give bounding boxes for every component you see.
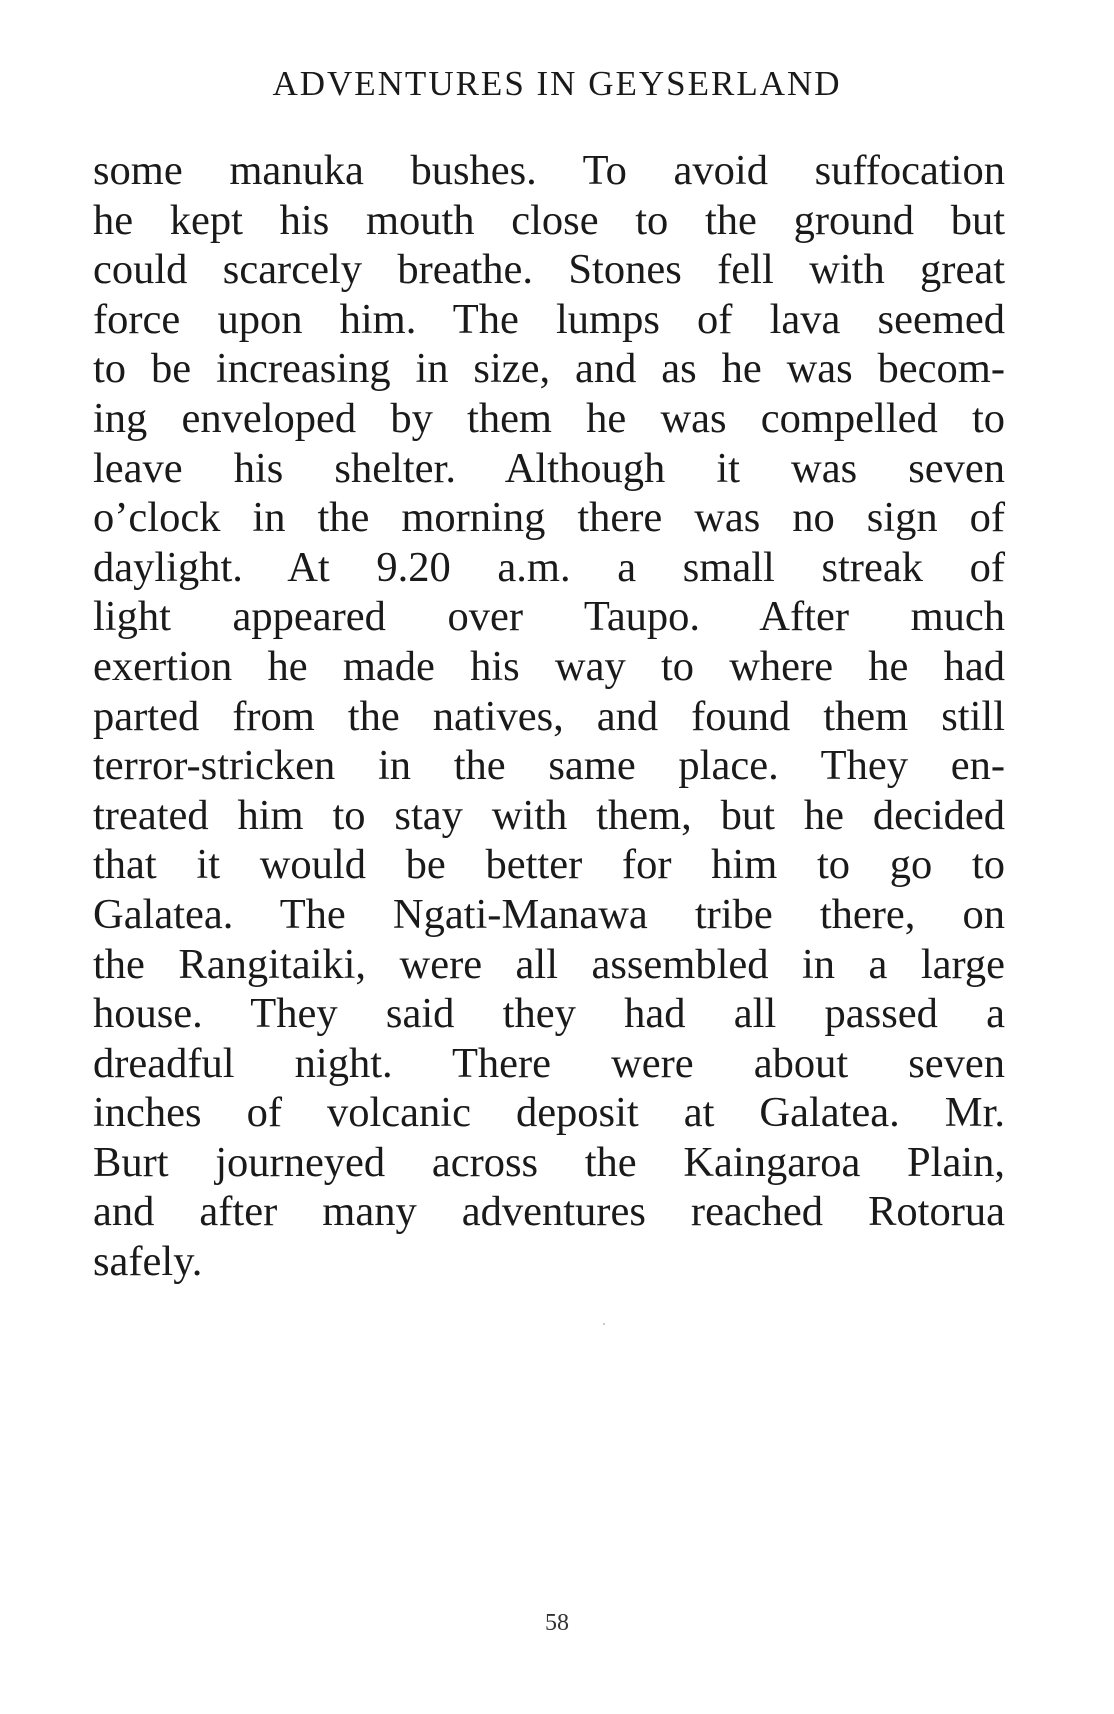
text-line: Galatea. The Ngati-Manawa tribe there, on: [93, 890, 1005, 938]
text-line: exertion he made his way to where he had: [93, 642, 1005, 690]
text-line: Burt journeyed across the Kaingaroa Plain,: [93, 1138, 1005, 1186]
running-head: ADVENTURES IN GEYSERLAND: [272, 64, 842, 103]
page-number: 58: [545, 1610, 569, 1636]
text-line: and after many adventures reached Rotorua: [93, 1188, 1005, 1236]
text-line: he kept his mouth close to the ground but: [93, 196, 1005, 244]
text-line: o’clock in the morning there was no sign of: [93, 494, 1005, 542]
text-line: dreadful night. There were about seven: [93, 1039, 1005, 1087]
text-line: parted from the natives, and found them still: [93, 692, 1005, 740]
text-line: daylight. At 9.20 a.m. a small streak of: [93, 543, 1005, 591]
text-line: could scarcely breathe. Stones fell with great: [93, 246, 1005, 294]
body-paragraph: [93, 146, 1005, 1287]
text-line: inches of volcanic deposit at Galatea. Mr.: [93, 1089, 1005, 1137]
text-line: force upon him. The lumps of lava seemed: [93, 295, 1005, 343]
text-line: that it would be better for him to go to: [93, 841, 1005, 889]
text-line: terror-stricken in the same place. They en-: [93, 742, 1005, 790]
text-line: leave his shelter. Although it was seven: [93, 444, 1005, 492]
text-line: house. They said they had all passed a: [93, 990, 1005, 1038]
text-line: to be increasing in size, and as he was becom-: [93, 345, 1005, 393]
text-line: light appeared over Taupo. After much: [93, 593, 1005, 641]
text-line: the Rangitaiki, were all assembled in a large: [93, 940, 1005, 988]
text-line: ing enveloped by them he was compelled to: [93, 394, 1005, 442]
ink-speck: [603, 1323, 605, 1325]
text-line: some manuka bushes. To avoid suffocation: [93, 147, 1005, 194]
text-line: treated him to stay with them, but he decided: [93, 791, 1005, 839]
text-line: safely.: [93, 1238, 203, 1286]
